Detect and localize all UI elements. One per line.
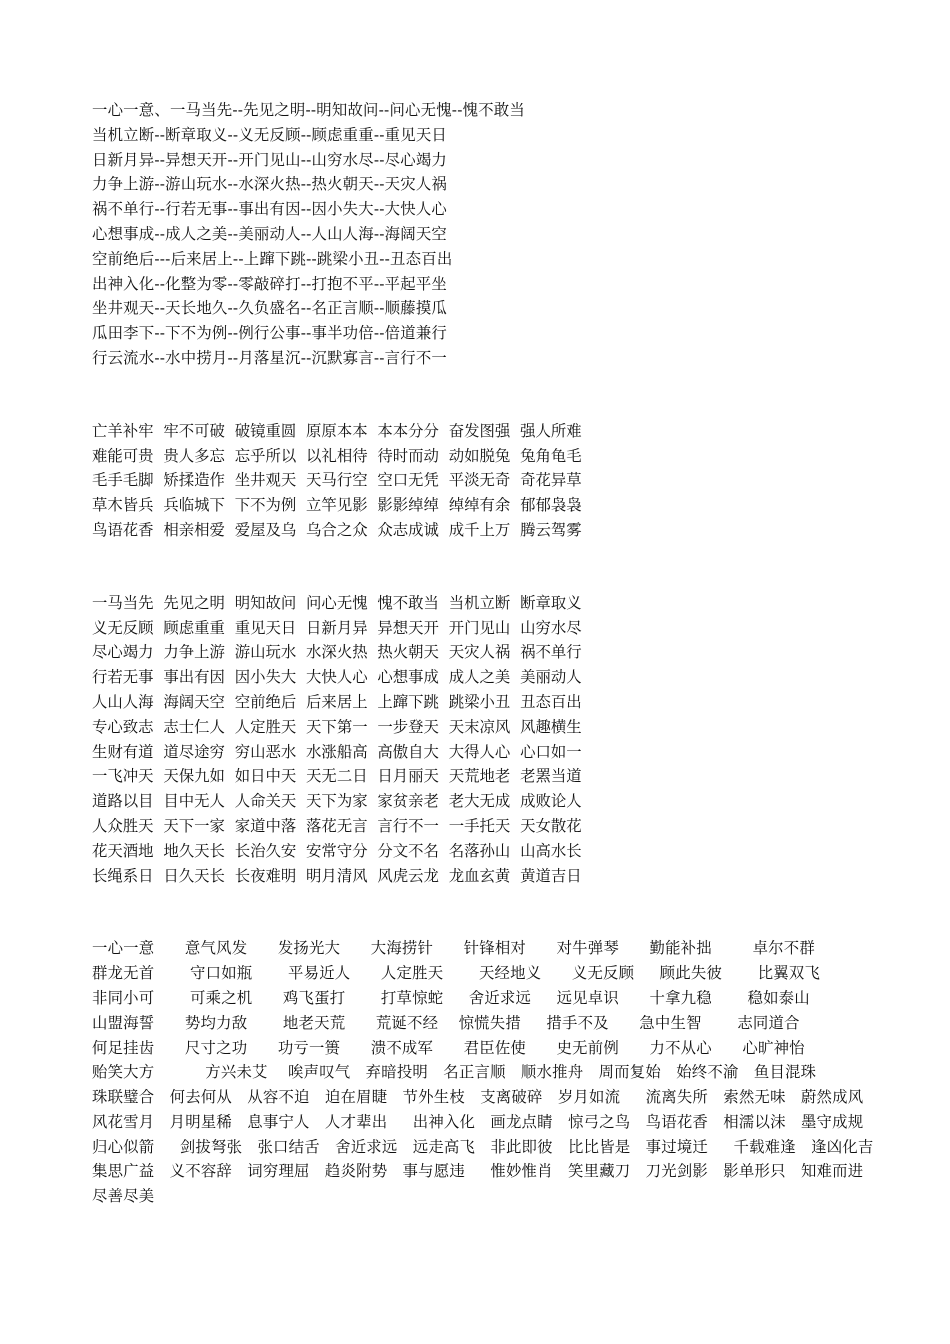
idiom-chain-line: 行云流水--水中捞月--月落星沉--沉默寡言--言行不一	[92, 348, 448, 367]
idiom-chain-line: 出神入化--化整为零--零敲碎打--打抱不平--平起平坐	[92, 274, 448, 293]
section-spacer	[92, 371, 892, 419]
idiom-grid-line: 义无反顾 顾虑重重 重见天日 日新月异 异想天开 开门见山 山穷水尽	[92, 618, 582, 637]
idiom-chain-line: 一心一意、一马当先--先见之明--明知故问--问心无愧--愧不敢当	[92, 101, 525, 119]
idiom-list-line: 非同小可 可乘之机 鸡飞蛋打 打草惊蛇 舍近求远 远见卓识 十拿九稳 稳如泰山	[92, 988, 810, 1007]
idiom-list-line: 何足挂齿 尺寸之功 功亏一篑 溃不成军 君臣佐使 史无前例 力不从心 心旷神怡	[92, 1038, 805, 1057]
idiom-chain-line: 祸不单行--行若无事--事出有因--因小失大--大快人心	[92, 200, 448, 219]
idiom-grid-line: 草木皆兵 兵临城下 下不为例 立竿见影 影影绰绰 绰绰有余 郁郁袅袅	[92, 496, 582, 515]
idiom-grid-section-b	[92, 591, 892, 889]
idiom-chain-section	[92, 98, 892, 371]
idiom-grid-line: 尽心竭力 力争上游 游山玩水 水深火热 热火朝天 天灾人祸 祸不单行	[92, 643, 582, 662]
idiom-grid-line: 专心致志 志士仁人 人定胜天 天下第一 一步登天 天末凉风 风趣横生	[92, 717, 582, 736]
idiom-grid-section-a	[92, 419, 892, 543]
idiom-chain-line: 当机立断--断章取义--义无反顾--顾虑重重--重见天日	[92, 125, 448, 144]
idiom-chain-line: 力争上游--游山玩水--水深火热--热火朝天--天灾人祸	[92, 175, 448, 194]
idiom-grid-line: 长绳系日 日久天长 长夜难明 明月清风 风虎云龙 龙血玄黄 黄道吉日	[92, 866, 582, 885]
idiom-chain-line: 瓜田李下--下不为例--例行公事--事半功倍--倍道兼行	[92, 324, 448, 343]
idiom-grid-line: 生财有道 道尽途穷 穷山恶水 水涨船高 高傲自大 大得人心 心口如一	[92, 742, 582, 761]
idiom-list-line: 归心似箭 剑拔弩张 张口结舌 舍近求远 远走高飞 非此即彼 比比皆是 事过境迁 千载难逢 逢凶化吉	[92, 1137, 874, 1156]
idiom-grid-line: 一飞冲天 天保九如 如日中天 天无二日 日月丽天 天荒地老 老罴当道	[92, 767, 582, 786]
idiom-grid-line: 一马当先 先见之明 明知故问 问心无愧 愧不敢当 当机立断 断章取义	[92, 593, 582, 612]
section-spacer	[92, 888, 892, 936]
idiom-grid-line: 道路以目 目中无人 人命关天 天下为家 家贫亲老 老大无成 成败论人	[92, 792, 582, 811]
idiom-grid-line: 鸟语花香 相亲相爱 爱屋及乌 乌合之众 众志成诚 成千上万 腾云驾雾	[92, 520, 582, 539]
idiom-grid-line: 行若无事 事出有因 因小失大 大快人心 心想事成 成人之美 美丽动人	[92, 668, 582, 687]
idiom-grid-line: 毛手毛脚 矫揉造作 坐井观天 天马行空 空口无凭 平淡无奇 奇花异草	[92, 471, 582, 490]
idiom-grid-line: 花天酒地 地久天长 长治久安 安常守分 分文不名 名落孙山 山高水长	[92, 841, 582, 860]
idiom-list-line: 集思广益 义不容辞 词穷理屈 趋炎附势 事与愿违 惟妙惟肖 笑里藏刀 刀光剑影 影单形只 知难而进	[92, 1162, 864, 1181]
idiom-grid-line: 人众胜天 天下一家 家道中落 落花无言 言行不一 一手托天 天女散花	[92, 816, 582, 835]
idiom-chain-line: 日新月异--异想天开--开门见山--山穷水尽--尽心竭力	[92, 150, 448, 169]
idiom-grid-line: 亡羊补牢 牢不可破 破镜重圆 原原本本 本本分分 奋发图强 强人所难	[92, 421, 582, 440]
idiom-list-line: 一心一意 意气风发 发扬光大 大海捞针 针锋相对 对牛弹琴 勤能补拙 卓尔不群	[92, 939, 815, 958]
idiom-list-section-c	[92, 936, 892, 1209]
idiom-list-line: 珠联璧合 何去何从 从容不迫 迫在眉睫 节外生枝 支离破碎 岁月如流 流离失所 索然无味 蔚然成风	[92, 1088, 864, 1107]
idiom-list-line: 贻笑大方 方兴未艾 唉声叹气 弃暗投明 名正言顺 顺水推舟 周而复始 始终不渝 鱼目混珠	[92, 1063, 817, 1082]
idiom-chain-line: 心想事成--成人之美--美丽动人--人山人海--海阔天空	[92, 224, 448, 243]
document-page	[92, 98, 892, 1209]
section-spacer	[92, 543, 892, 591]
idiom-list-line: 群龙无首 守口如瓶 平易近人 人定胜天 天经地义 义无反顾 顾此失彼 比翼双飞	[92, 964, 821, 983]
idiom-grid-line: 人山人海 海阔天空 空前绝后 后来居上 上蹿下跳 跳梁小丑 丑态百出	[92, 692, 582, 711]
idiom-chain-line: 坐井观天--天长地久--久负盛名--名正言顺--顺藤摸瓜	[92, 299, 448, 318]
idiom-chain-line: 空前绝后---后来居上--上蹿下跳--跳梁小丑--丑态百出	[92, 249, 453, 268]
idiom-grid-line: 难能可贵 贵人多忘 忘乎所以 以礼相待 待时而动 动如脱兔 兔角龟毛	[92, 446, 582, 465]
idiom-list-line: 风花雪月 月明星稀 息事宁人 人才辈出 出神入化 画龙点睛 惊弓之鸟 鸟语花香 相濡以沫 墨守成规	[92, 1112, 864, 1131]
idiom-list-line: 山盟海誓 势均力敌 地老天荒 荒诞不经 惊慌失措 措手不及 急中生智 志同道合	[92, 1013, 800, 1032]
idiom-list-line: 尽善尽美	[92, 1187, 155, 1206]
